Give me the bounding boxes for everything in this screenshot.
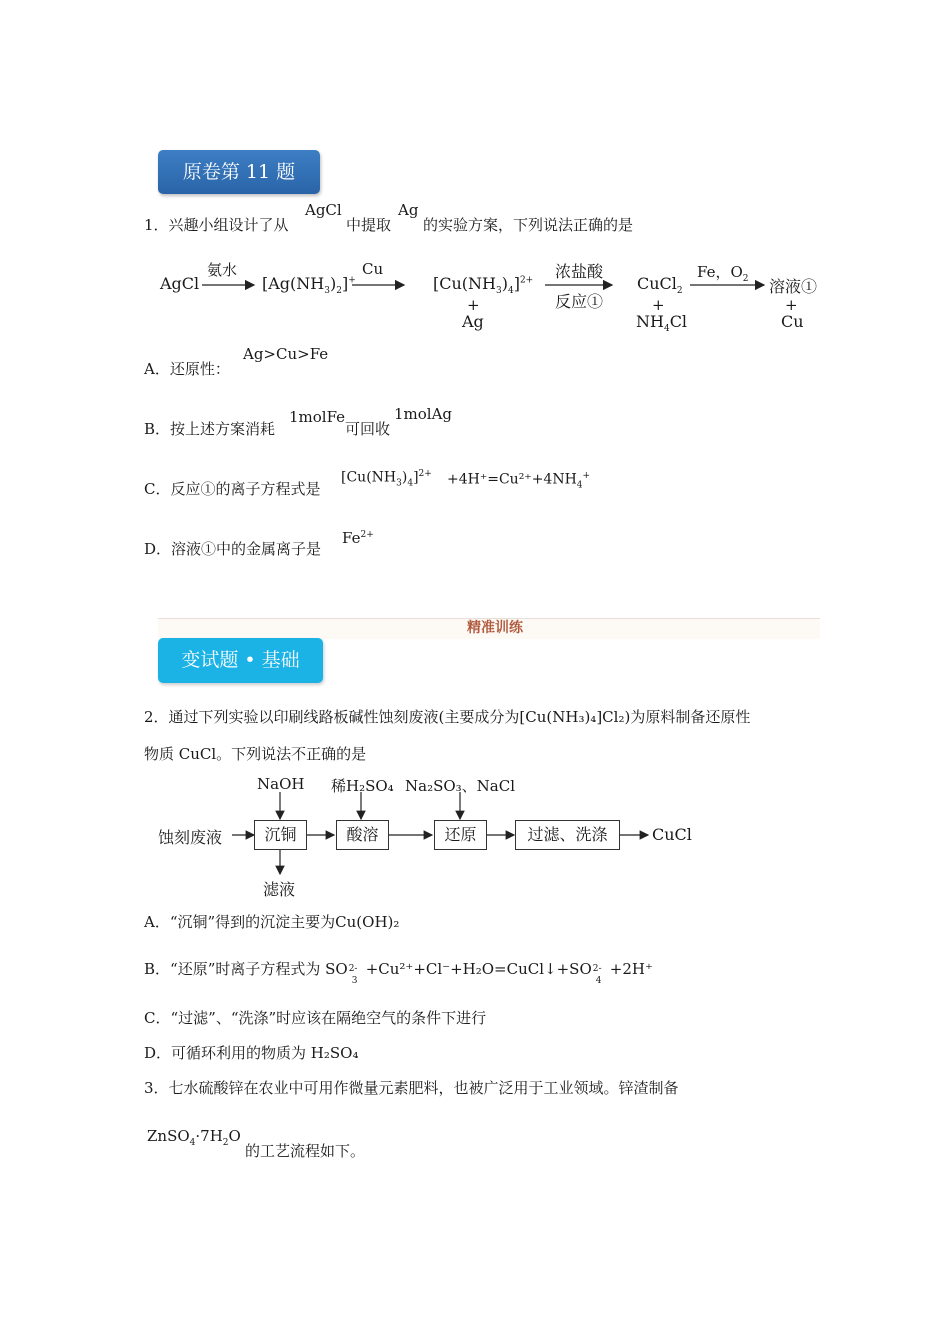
- q1-option-c-label: C．反应①的离子方程式是: [144, 480, 321, 498]
- q1-stem-suffix: 的实验方案，下列说法正确的是: [423, 216, 634, 234]
- scheme-complex1: $[Ag(NH_3)_2]^+$: [262, 274, 356, 297]
- q1-option-c-formula: $+4H^+=Cu^{2+}+4NH_4^+$: [447, 471, 591, 491]
- original-question-badge: 原卷第 11 题: [158, 150, 320, 194]
- q2-option-c: C．“过滤”、“洗涤”时应该在隔绝空气的条件下进行: [144, 1009, 487, 1027]
- q1-option-a-formula: Ag>Cu>Fe: [243, 345, 329, 363]
- flow-start: 蚀刻废液: [158, 828, 223, 847]
- flow-step-filter-wash: 过滤、洗涤: [515, 820, 620, 850]
- q1-option-c-complex: $[Cu(NH_3)_4]^{2+}$: [341, 469, 432, 489]
- scheme-complex2: $[Cu(NH_3)_4]^{2+}$: [433, 274, 534, 297]
- q2-option-d: D．可循环利用的物质为 H₂SO₄: [144, 1044, 359, 1062]
- scheme-solution-1: 溶液①: [769, 277, 818, 296]
- scheme-arrow1-label: 氨水: [207, 261, 238, 279]
- q1-option-b-label: B．按上述方案消耗: [144, 420, 276, 438]
- flow-reagent-h2so4: 稀H₂SO₄: [331, 777, 394, 795]
- flow-end: CuCl: [652, 825, 692, 844]
- flow-step-precipitate: 沉铜: [254, 820, 307, 850]
- scheme-arrow3-bottom: 反应①: [555, 292, 604, 311]
- variant-question-badge: 变试题 • 基础: [158, 638, 323, 683]
- precision-training-banner-text: 精准训练: [467, 620, 523, 636]
- scheme-byproduct-nh4cl: $NH_4Cl$: [636, 312, 688, 335]
- q1-option-b-formula2: 1molAg: [394, 405, 453, 423]
- q2-stem-line1: 2．通过下列实验以印刷线路板碱性蚀刻废液(主要成分为[Cu(NH₃)₄]Cl₂)为原料制备还原性: [144, 708, 751, 726]
- q1-option-d-label: D．溶液①中的金属离子是: [144, 540, 322, 558]
- scheme-start: AgCl: [160, 274, 200, 293]
- scheme-arrow2-label: Cu: [362, 260, 384, 278]
- flow-step-acid-dissolve: 酸溶: [336, 820, 389, 850]
- q3-stem-line1: 3．七水硫酸锌在农业中可用作微量元素肥料，也被广泛用于工业领域。锌渣制备: [144, 1079, 679, 1097]
- q1-option-a-label: A．还原性：: [144, 360, 230, 378]
- q1-stem-prefix: 1．兴趣小组设计了从: [144, 216, 289, 234]
- scheme-byproduct-cu: Cu: [781, 312, 804, 331]
- q1-stem-middle: 中提取: [346, 216, 392, 234]
- scheme-plus-2: +: [652, 296, 665, 314]
- q3-stem-line2: 的工艺流程如下。: [245, 1142, 366, 1160]
- scheme-arrow4-label: Fe，$O_2$: [697, 263, 749, 284]
- q1-option-b-formula1: 1molFe: [289, 408, 346, 426]
- scheme-byproduct-ag: Ag: [462, 312, 484, 331]
- flow-step-reduce: 还原: [434, 820, 487, 850]
- flow-waste: 滤液: [263, 880, 296, 899]
- q1-option-b-mid: 可回收: [345, 420, 391, 438]
- scheme-plus-1: +: [467, 296, 480, 314]
- q2-option-b: B．“还原”时离子方程式为 SO 2- 3 +Cu²⁺+Cl⁻+H₂O=CuCl↓+SO 2- 4 +2H⁺: [144, 960, 653, 986]
- flow-reagent-na2so3-nacl: Na₂SO₃、NaCl: [405, 777, 516, 795]
- q3-formula: $ZnSO_4\cdot 7H_2O$: [147, 1127, 241, 1148]
- scheme-cucl2: CuCl$_2$: [637, 274, 683, 297]
- scheme-plus-3: +: [785, 296, 798, 314]
- q2-option-a: A．“沉铜”得到的沉淀主要为Cu(OH)₂: [144, 913, 400, 931]
- q1-stem-agcl: AgCl: [305, 201, 342, 219]
- q1-option-d-formula: $Fe^{2+}$: [342, 529, 374, 547]
- flow-reagent-naoh: NaOH: [257, 775, 305, 793]
- q2-stem-line2: 物质 CuCl。下列说法不正确的是: [144, 745, 367, 763]
- q1-stem-ag: Ag: [398, 201, 419, 219]
- scheme-arrow3-top: 浓盐酸: [555, 262, 604, 281]
